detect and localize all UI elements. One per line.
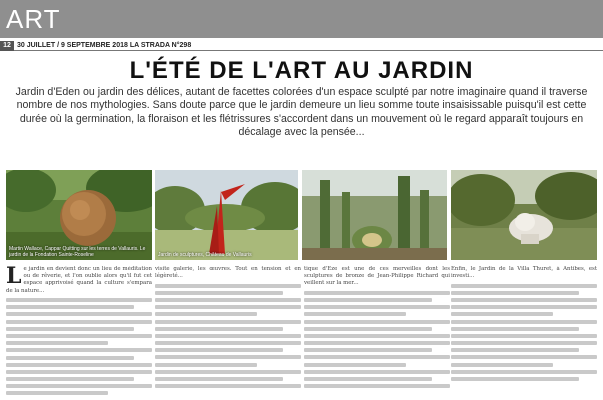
column-text: Enfin, le Jardin de la Villa Thuret, à Antibes, est investi... xyxy=(451,266,597,280)
section-header-band xyxy=(0,0,603,38)
article-column-2 xyxy=(155,266,301,398)
column-text: e jardin en devient donc un lieu de méditation ou de rêverie, et l'on oublie alors qu'il fut cet espace apprivoisé quand la culture s'empara de la nature... xyxy=(6,266,152,294)
article-column-4 xyxy=(451,266,597,398)
column-text: visite galerie, les œuvres. Tout en tension et en légèreté... xyxy=(155,266,301,280)
drop-cap: L xyxy=(6,266,22,289)
photo-cactus-garden xyxy=(302,170,447,260)
grove-photo-image xyxy=(451,170,597,260)
park-photo-image xyxy=(155,170,298,260)
photo-caption: Jardin de sculptures, Château de Vallauris xyxy=(158,252,252,258)
article-column-3 xyxy=(304,266,450,398)
article-column-1 xyxy=(6,266,152,398)
photo-caption: Martin Wallace, Cappar Quitting sur les terres de Vallauris. Le jardin de la Fondation Sainte-Roseline xyxy=(9,246,146,258)
article-title: L'ÉTÉ DE L'ART AU JARDIN xyxy=(129,57,474,84)
page-number: 12 xyxy=(0,41,14,51)
issue-info: 30 JUILLET / 9 SEPTEMBRE 2018 LA STRADA N°298 xyxy=(17,42,192,49)
photo-red-sculpture xyxy=(155,170,298,260)
cactus-photo-image xyxy=(302,170,447,260)
photo-sphere-sculpture xyxy=(6,170,152,260)
article-lead: Jardin d'Eden ou jardin des délices, autant de facettes colorées d'un espace sculpté par notre imaginaire quand il traverse nombre de nos mythologies. Sans doute parce que le jardin demeure un lieu somme toute insaisissable puisqu'il est cette durée où la germination, la floraison et les flétrissures s'accordent dans un mouvement où le regard apparaît toujours en décalage avec la pensée... xyxy=(15,86,588,139)
section-label: ART xyxy=(6,4,61,34)
photo-grove-sculpture xyxy=(451,170,597,260)
column-text: tique d'Eze est une de ces merveilles dont les sculptures de bronze de Jean-Philippe Richard qui veillent sur la mer... xyxy=(304,266,450,287)
